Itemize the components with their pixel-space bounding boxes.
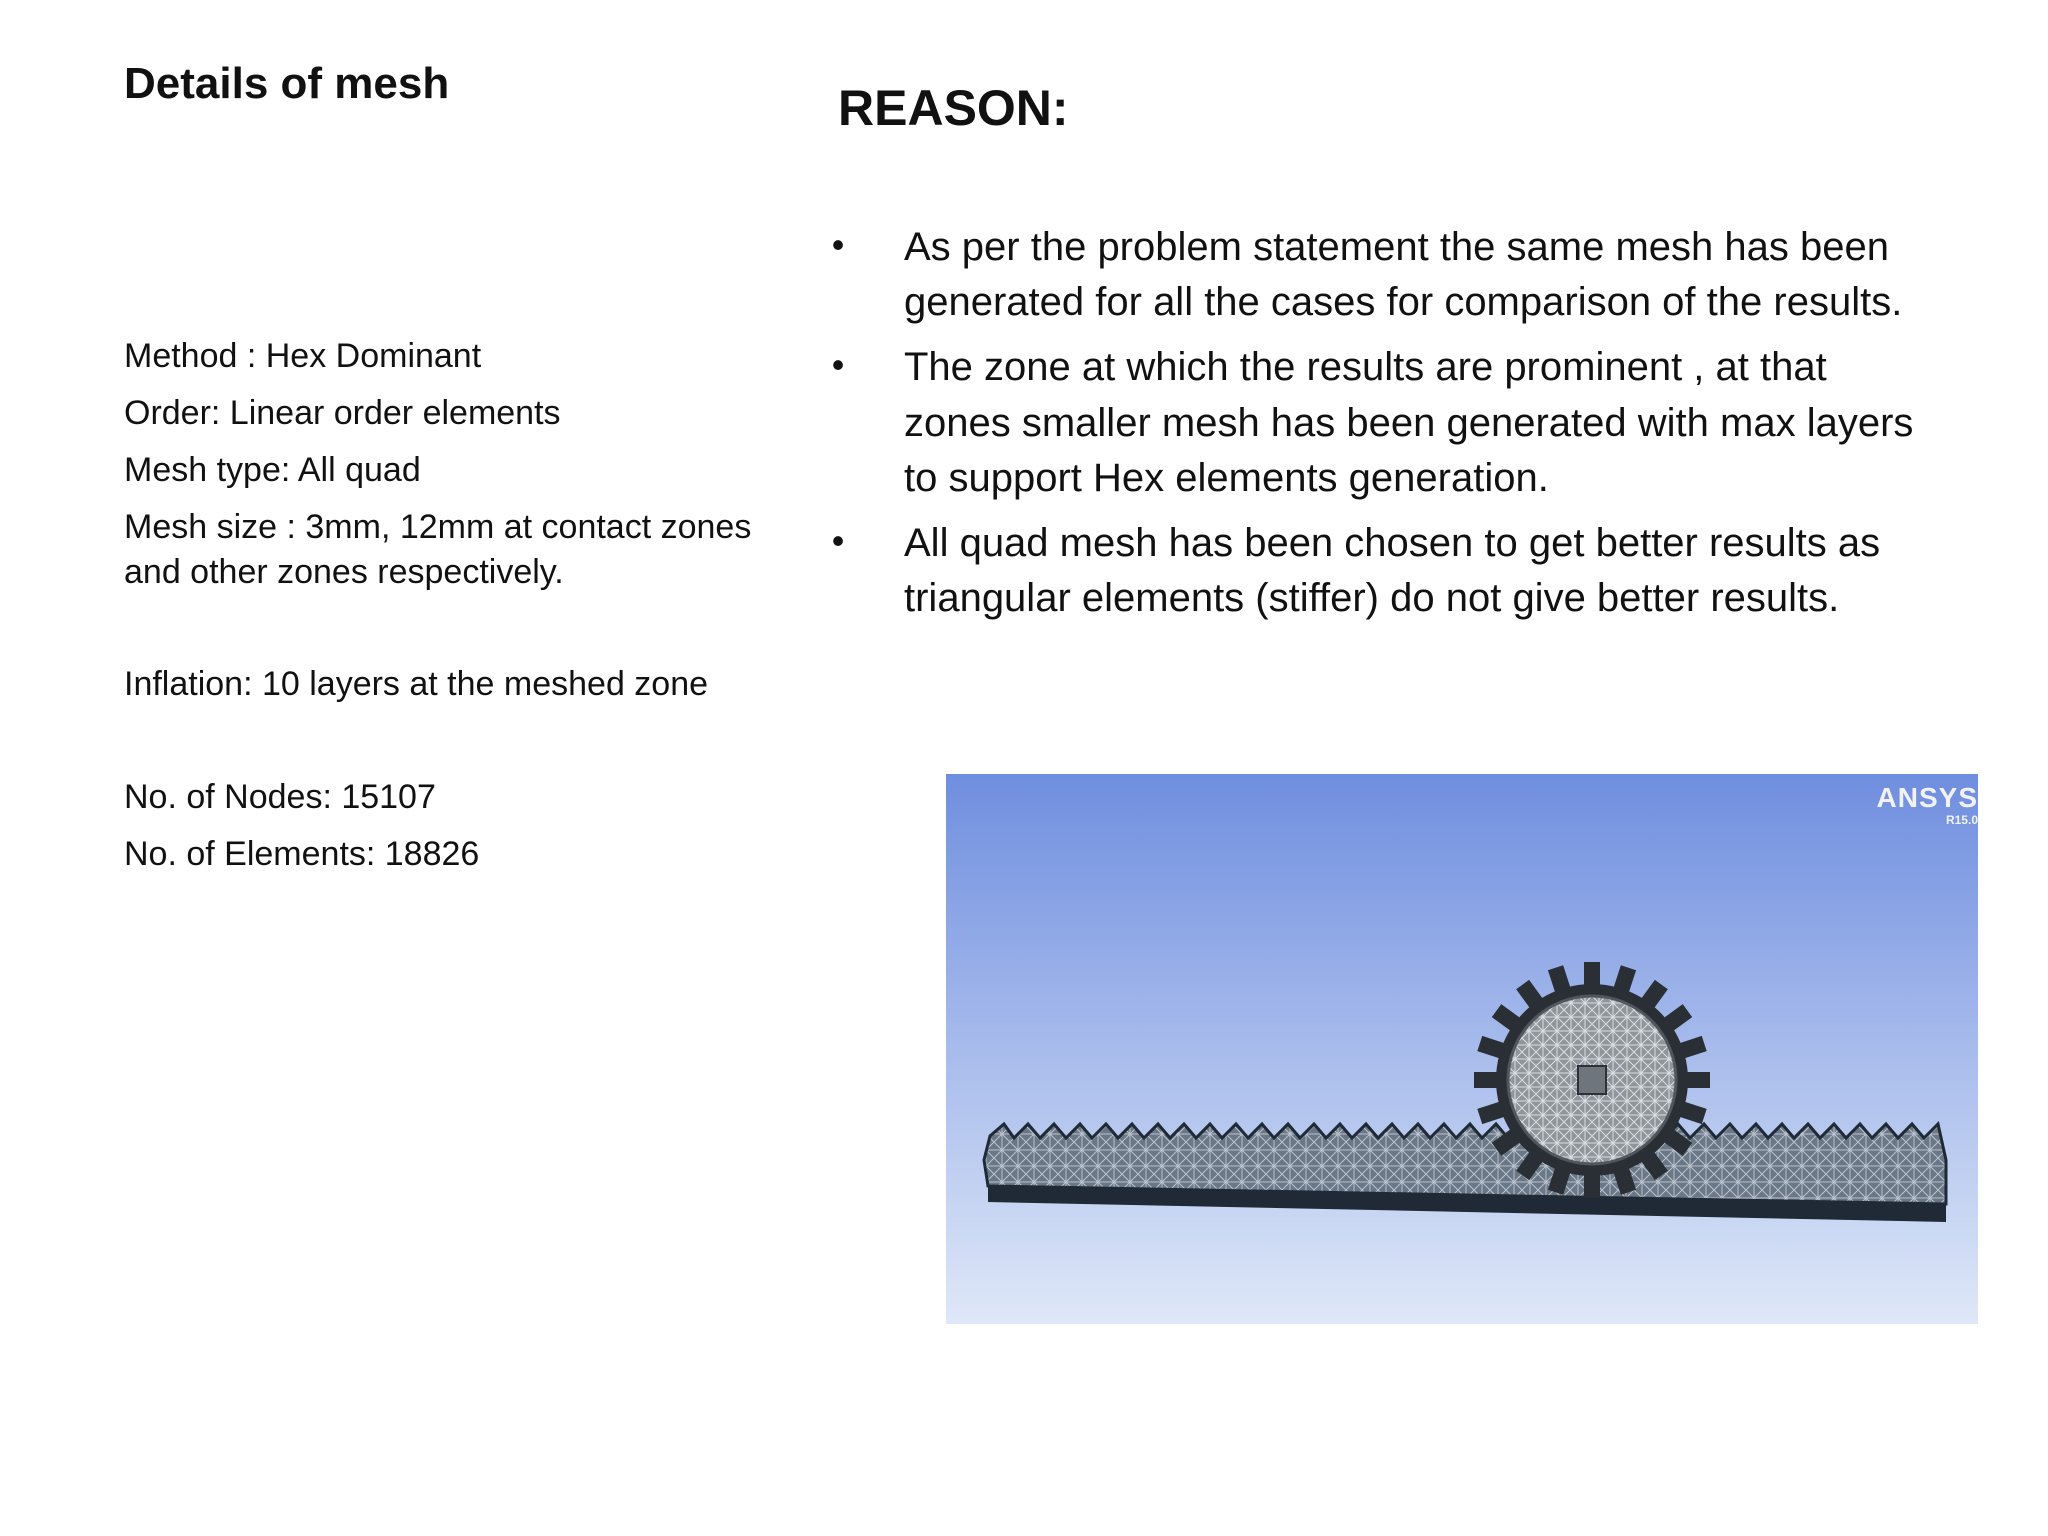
bullet-dot: • <box>831 224 845 265</box>
mesh-image <box>946 774 1978 1324</box>
mesh-type-text: Mesh type: All quad <box>124 450 421 489</box>
reason-title: REASON: <box>838 80 1069 136</box>
inflation-text: Inflation: 10 layers at the meshed zone <box>124 665 709 704</box>
mesh-rack-gear-image <box>946 774 1978 1324</box>
reason-text: The zone at which the results are prominent , at that zones smaller mesh has been generated with max layers to support Hex elements generation. <box>904 345 1914 500</box>
reason-text: As per the problem statement the same mesh has been generated for all the cases for comparison of the results. <box>904 225 1903 325</box>
reason-item <box>820 340 1940 506</box>
ansys-version-text: R15.0 <box>1945 813 1978 827</box>
nodes-text: No. of Nodes: 15107 <box>124 778 436 817</box>
reason-item <box>820 516 1940 626</box>
ansys-logo <box>1877 784 1978 826</box>
bullet-dot: • <box>831 344 845 386</box>
bullet-dot: • <box>831 519 845 561</box>
mesh-size-text: Mesh size : 3mm, 12mm at contact zones and other zones respectively. <box>124 507 752 591</box>
reason-text: All quad mesh has been chosen to get better results as triangular elements (stiffer) do not give better results. <box>904 520 1881 621</box>
ansys-logo-text: ANSYS <box>1876 782 1978 813</box>
details-title: Details of mesh <box>124 59 450 108</box>
order-text: Order: Linear order elements <box>124 393 561 432</box>
method-text: Method : Hex Dominant <box>124 337 482 375</box>
reason-list <box>820 220 1940 636</box>
elements-text: No. of Elements: 18826 <box>124 835 480 874</box>
reason-item <box>820 220 1940 330</box>
mesh-details <box>124 334 784 889</box>
